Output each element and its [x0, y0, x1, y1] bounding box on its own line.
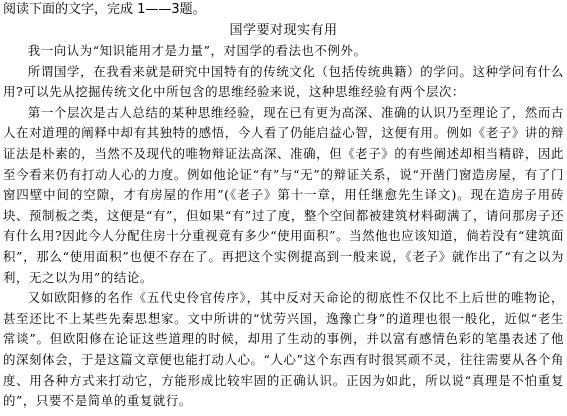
- paragraph-4: 又如欧阳修的名作《五代史伶官传序》，其中反对天命论的彻底性不仅比不上后世的唯物论，甚至还比不上某些先秦思想家。文中所讲的“忧劳兴国，逸豫亡身”的道理也很一般化，近似“老生常谈”。但欧阳修在论证这些道理的时候，却用了生动的事例，并以富有感情色彩的笔墨表述了他的深刻体会，于是这篇文章便也能打动人心。“人心”这个东西有时很冥顽不灵，往往需要从各个角度、用各种方式来打动它，方能形成比较牢固的正确认识。正因为如此，所以说“真理是不怕重复的”，只要不是简单的重复就行。: [3, 290, 564, 409]
- paragraph-1: 我一向认为“知识能用才是力量”，对国学的看法也不例外。: [27, 43, 367, 58]
- paragraph-2: 所谓国学，在我看来就是研究中国特有的传统文化（包括传统典籍）的学问。这种学问有什么用?可以先从挖掘传统文化中所包含的思维经验来说，这种思维经验有两个层次：: [3, 63, 564, 100]
- question-instruction: 阅读下面的文字，完成 1——3题。: [3, 2, 206, 17]
- article-title: 国学要对现实有用: [229, 23, 338, 38]
- paragraph-3: 第一个层次是古人总结的某种思维经验，现在已有更为高深、准确的认识乃至理论了，然而古人在对道理的阐释中却有其独特的感悟，今人看了仍能启益心智，这便有用。例如《老子》讲的辩证法是朴素的，当然不及现代的唯物辩证法高深、准确，但《老子》的有些阐述却相当精辟，因此至今看来仍有打动人心的力度。例如他论证“有”与“无”的辩证关系，说“开凿门窗造房屋，有了门窗四壁中间的空隙，才有房屋的作用”(《老子》第十一章，用任继愈先生译文)。现在造房子用砖块、预制板之类，这便是“有”，但如果“有”过了度，整个空间都被建筑材料砌满了，请问那房子还有什么用?因此今人分配住房十分重视竟有多少“使用面积”。当然他也应该知道，倘若没有“建筑面积”，那么“使用面积”也便不存在了。再把这个实例提高到一般来说，《老子》就作出了“有之以为利，无之以为用”的结论。: [3, 104, 564, 285]
